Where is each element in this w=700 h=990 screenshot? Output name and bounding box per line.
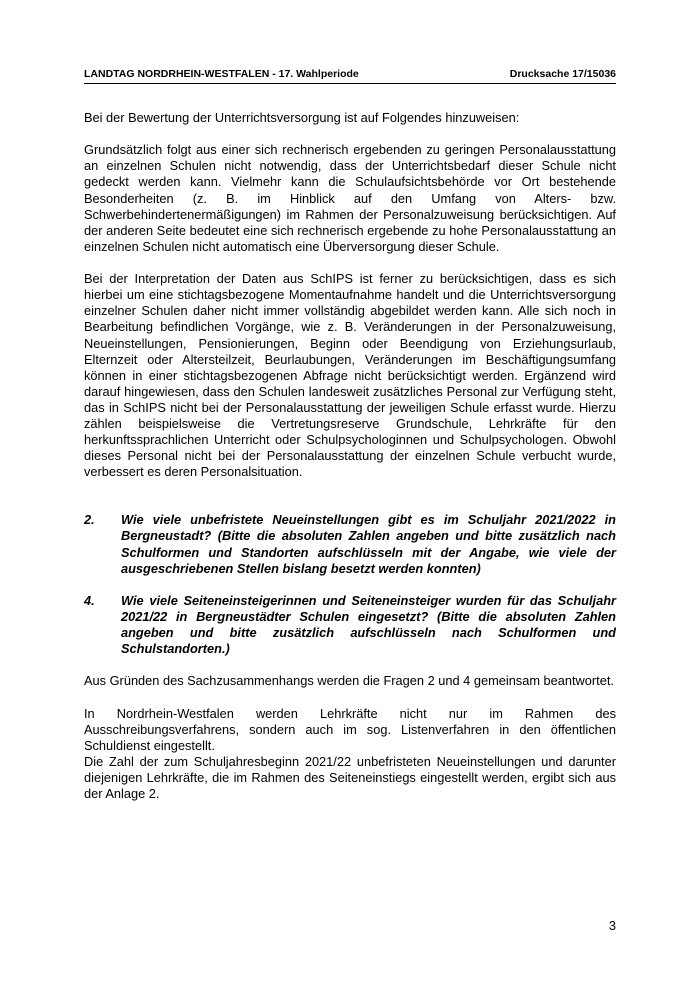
header-parliament-title: LANDTAG NORDRHEIN-WESTFALEN - 17. Wahlperiode [84, 68, 359, 80]
question-number: 4. [84, 592, 95, 608]
answer-anlage-paragraph: Die Zahl der zum Schuljahresbeginn 2021/22 unbefristeten Neueinstellungen und darunter diejenigen Lehrkräfte, die im Rahmen des Seiteneinstiegs eingestellt werden, ergibt sich aus der Anlage 2. [84, 754, 616, 802]
paragraph-principle: Grundsätzlich folgt aus einer sich rechnerisch ergebenden zu geringen Personalausstattung an einzelnen Schulen nicht notwendig, dass der Unterrichtsbedarf dieser Schule nicht gedeckt werden kann. Vielmehr kann die Schulaufsichtsbehörde vor Ort bestehende Besonderheiten (z. B. im Hinblick auf den Umfang von Alters- bzw. Schwerbehindertenermäßigungen) im Rahmen der Personalzuweisung berücksichtigen. Auf der anderen Seite bedeutet eine sich rechnerisch ergebende zu hohe Personalausstattung an einzelnen Schulen nicht automatisch eine Überversorgung dieser Schule. [84, 142, 616, 254]
question-list [84, 512, 616, 657]
answer-listenverfahren-paragraph: In Nordrhein-Westfalen werden Lehrkräfte nicht nur im Rahmen des Ausschreibungsverfahrens, sondern auch im sog. Listenverfahren in den öffentlichen Schuldienst eingestellt. [84, 705, 616, 753]
page-number: 3 [608, 918, 616, 933]
intro-paragraph: Bei der Bewertung der Unterrichtsversorgung ist auf Folgendes hinzuweisen: [84, 110, 520, 125]
question-number: 2. [84, 512, 95, 528]
question-text: Wie viele Seiteneinsteigerinnen und Seiteneinsteiger wurden für das Schuljahr 2021/22 in Bergneustädter Schulen eingesetzt? (Bitte die absoluten Zahlen angeben und bitte zusätzlich aufschlüsseln nach Schulformen und Schulstandorten.) [121, 592, 616, 657]
document-body [84, 110, 616, 819]
paragraph-schips-interpretation: Bei der Interpretation der Daten aus SchIPS ist ferner zu berücksichtigen, dass es sich hierbei um eine stichtagsbezogene Momentaufnahme handelt und die Unterrichtsversorgung einzelner Schulen daher nicht immer vollständig abgebildet werden kann. Alle sich noch in Bearbeitung befindlichen Vorgänge, wie z. B. Veränderungen in der Personalzuweisung, Neueinstellungen, Pensionierungen, Beginn oder Beendigung von Erziehungsurlaub, Elternzeit oder Altersteilzeit, Beurlaubungen, Veränderungen im Beschäftigungsumfang können in einer stichtagsbezogenen Abfrage nicht berücksichtigt werden. Ergänzend wird darauf hingewiesen, dass den Schulen landesweit zusätzliches Personal zur Verfügung steht, das in SchIPS nicht bei der Personalausstattung der jeweiligen Schule erfasst wurde. Hierzu zählen beispielsweise die Vertretungsreserve Grundschule, Lehrkräfte für den herkunftssprachlichen Unterricht oder Schulpsychologinnen und Schulpsychologen. Obwohl dieses Personal nicht bei der Personalausstattung der einzelnen Schule verbucht wurde, verbessert es deren Personalsituation. [84, 271, 616, 480]
page-header [84, 66, 616, 82]
header-divider [84, 83, 616, 84]
header-document-number: Drucksache 17/15036 [509, 68, 616, 80]
question-item [84, 512, 616, 576]
question-item [84, 593, 616, 657]
answer-intro-paragraph: Aus Gründen des Sachzusammenhangs werden die Fragen 2 und 4 gemeinsam beantwortet. [84, 673, 614, 689]
question-text: Wie viele unbefristete Neueinstellungen gibt es im Schuljahr 2021/2022 in Bergneustadt? (Bitte die absoluten Zahlen angeben und bitte zusätzlich nach Schulformen und Standorten aufschlüsseln mit der Angabe, wie viele der ausgeschriebenen Stellen bislang besetzt werden konnten) [121, 512, 616, 576]
